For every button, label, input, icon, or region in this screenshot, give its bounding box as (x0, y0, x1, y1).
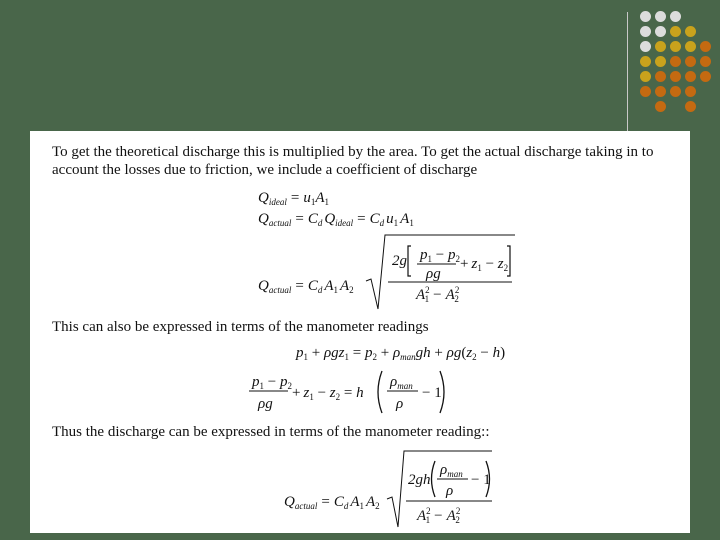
decorative-dot (700, 41, 711, 52)
decorative-dot (670, 11, 681, 22)
decorative-dot (670, 41, 681, 52)
svg-text:ρg: ρg (426, 266, 441, 282)
svg-text:− 1: − 1 (422, 385, 442, 401)
decorative-dot (670, 56, 681, 67)
decorative-dot (685, 71, 696, 82)
equation-pressure-head (249, 371, 444, 413)
decorative-dot (685, 26, 696, 37)
svg-text:ρman: $\rho_{man}$ (440, 462, 463, 479)
decorative-divider-line (627, 12, 628, 132)
svg-text:2g: 2g (392, 253, 407, 269)
svg-text:Qideal=u1A1: $Q_{ideal} = u_1A_1$ (258, 190, 329, 207)
decorative-dot (670, 26, 681, 37)
svg-text:A21−A22: $A^2$ $1 - A^2$ 2 (417, 506, 461, 525)
decorative-dot-grid (640, 11, 720, 121)
svg-text:p1 − p2: $p_1 - p_2$ (420, 247, 460, 264)
svg-text:+z1 − z2: + $z_1 - z_2$ (460, 256, 509, 273)
svg-text:− 1: − 1 (471, 472, 491, 488)
decorative-dot (655, 11, 666, 22)
svg-text:Qactual=CdA1A2: $Q_{actual} = C_d$ $A_1$ $A_2$ (284, 494, 380, 511)
decorative-dot (655, 101, 666, 112)
svg-text:ρ: ρ (396, 396, 404, 412)
decorative-dot (640, 26, 651, 37)
svg-text:A21−A22: $A^2$ $1 - A^2$ 2 (416, 285, 460, 304)
decorative-dot (640, 71, 651, 82)
decorative-dot (655, 56, 666, 67)
decorative-dot (655, 86, 666, 97)
svg-text:p1 − p2: $p_1 - p_2$ (252, 374, 292, 391)
decorative-dot (700, 71, 711, 82)
decorative-dot (640, 41, 651, 52)
decorative-dot (685, 101, 696, 112)
svg-text:p1 + ρgz1 = p2 + ρmangh + ρg(z: $p_1 + \rho gz_1 = p_2 + \rho_{man}gh + \rho g(z_2 - h)$ (296, 345, 506, 362)
decorative-dot (700, 56, 711, 67)
decorative-dot (685, 56, 696, 67)
decorative-dot (655, 41, 666, 52)
paragraph-3: Thus the discharge can be expressed in terms of the manometer reading:: (52, 424, 490, 440)
equation-q-actual-3 (284, 451, 492, 527)
equation-q-ideal (258, 190, 329, 207)
decorative-dot (685, 86, 696, 97)
decorative-dot (640, 86, 651, 97)
equation-manometer-balance (295, 345, 505, 362)
paragraph-2: This can also be expressed in terms of the manometer readings (52, 319, 429, 335)
decorative-dot (655, 71, 666, 82)
svg-text:ρman: $\rho_{man}$ (390, 374, 413, 391)
svg-text:Qactual=CdQideal=Cdu1A1: $Q_{actual} = C_d$ $Q_{ideal} = C_d$ $u_1$ $A_1$ (258, 211, 414, 228)
paragraph-1-line-2: account the losses due to friction, we include a coefficient of discharge (52, 162, 478, 178)
decorative-dot (685, 41, 696, 52)
decorative-dot (640, 56, 651, 67)
svg-text:+z1 − z2 = h: + $z_1 - z_2 = h$ (292, 385, 364, 402)
equations-canvas (30, 131, 690, 533)
equation-q-actual-1 (258, 211, 414, 228)
decorative-dot (640, 11, 651, 22)
equation-q-actual-2 (258, 235, 515, 309)
decorative-dot (670, 86, 681, 97)
decorative-dot (655, 26, 666, 37)
paragraph-1-line-1: To get the theoretical discharge this is multiplied by the area. To get the actual discharge taking in to (52, 144, 654, 160)
svg-text:ρ: ρ (446, 483, 454, 499)
document-panel (30, 131, 690, 533)
svg-text:2gh: 2gh (408, 472, 431, 488)
svg-text:ρg: ρg (258, 396, 273, 412)
decorative-dot (670, 71, 681, 82)
svg-text:Qactual=CdA1A2: $Q_{actual} = C_d$ $A_1$ $A_2$ (258, 278, 354, 295)
